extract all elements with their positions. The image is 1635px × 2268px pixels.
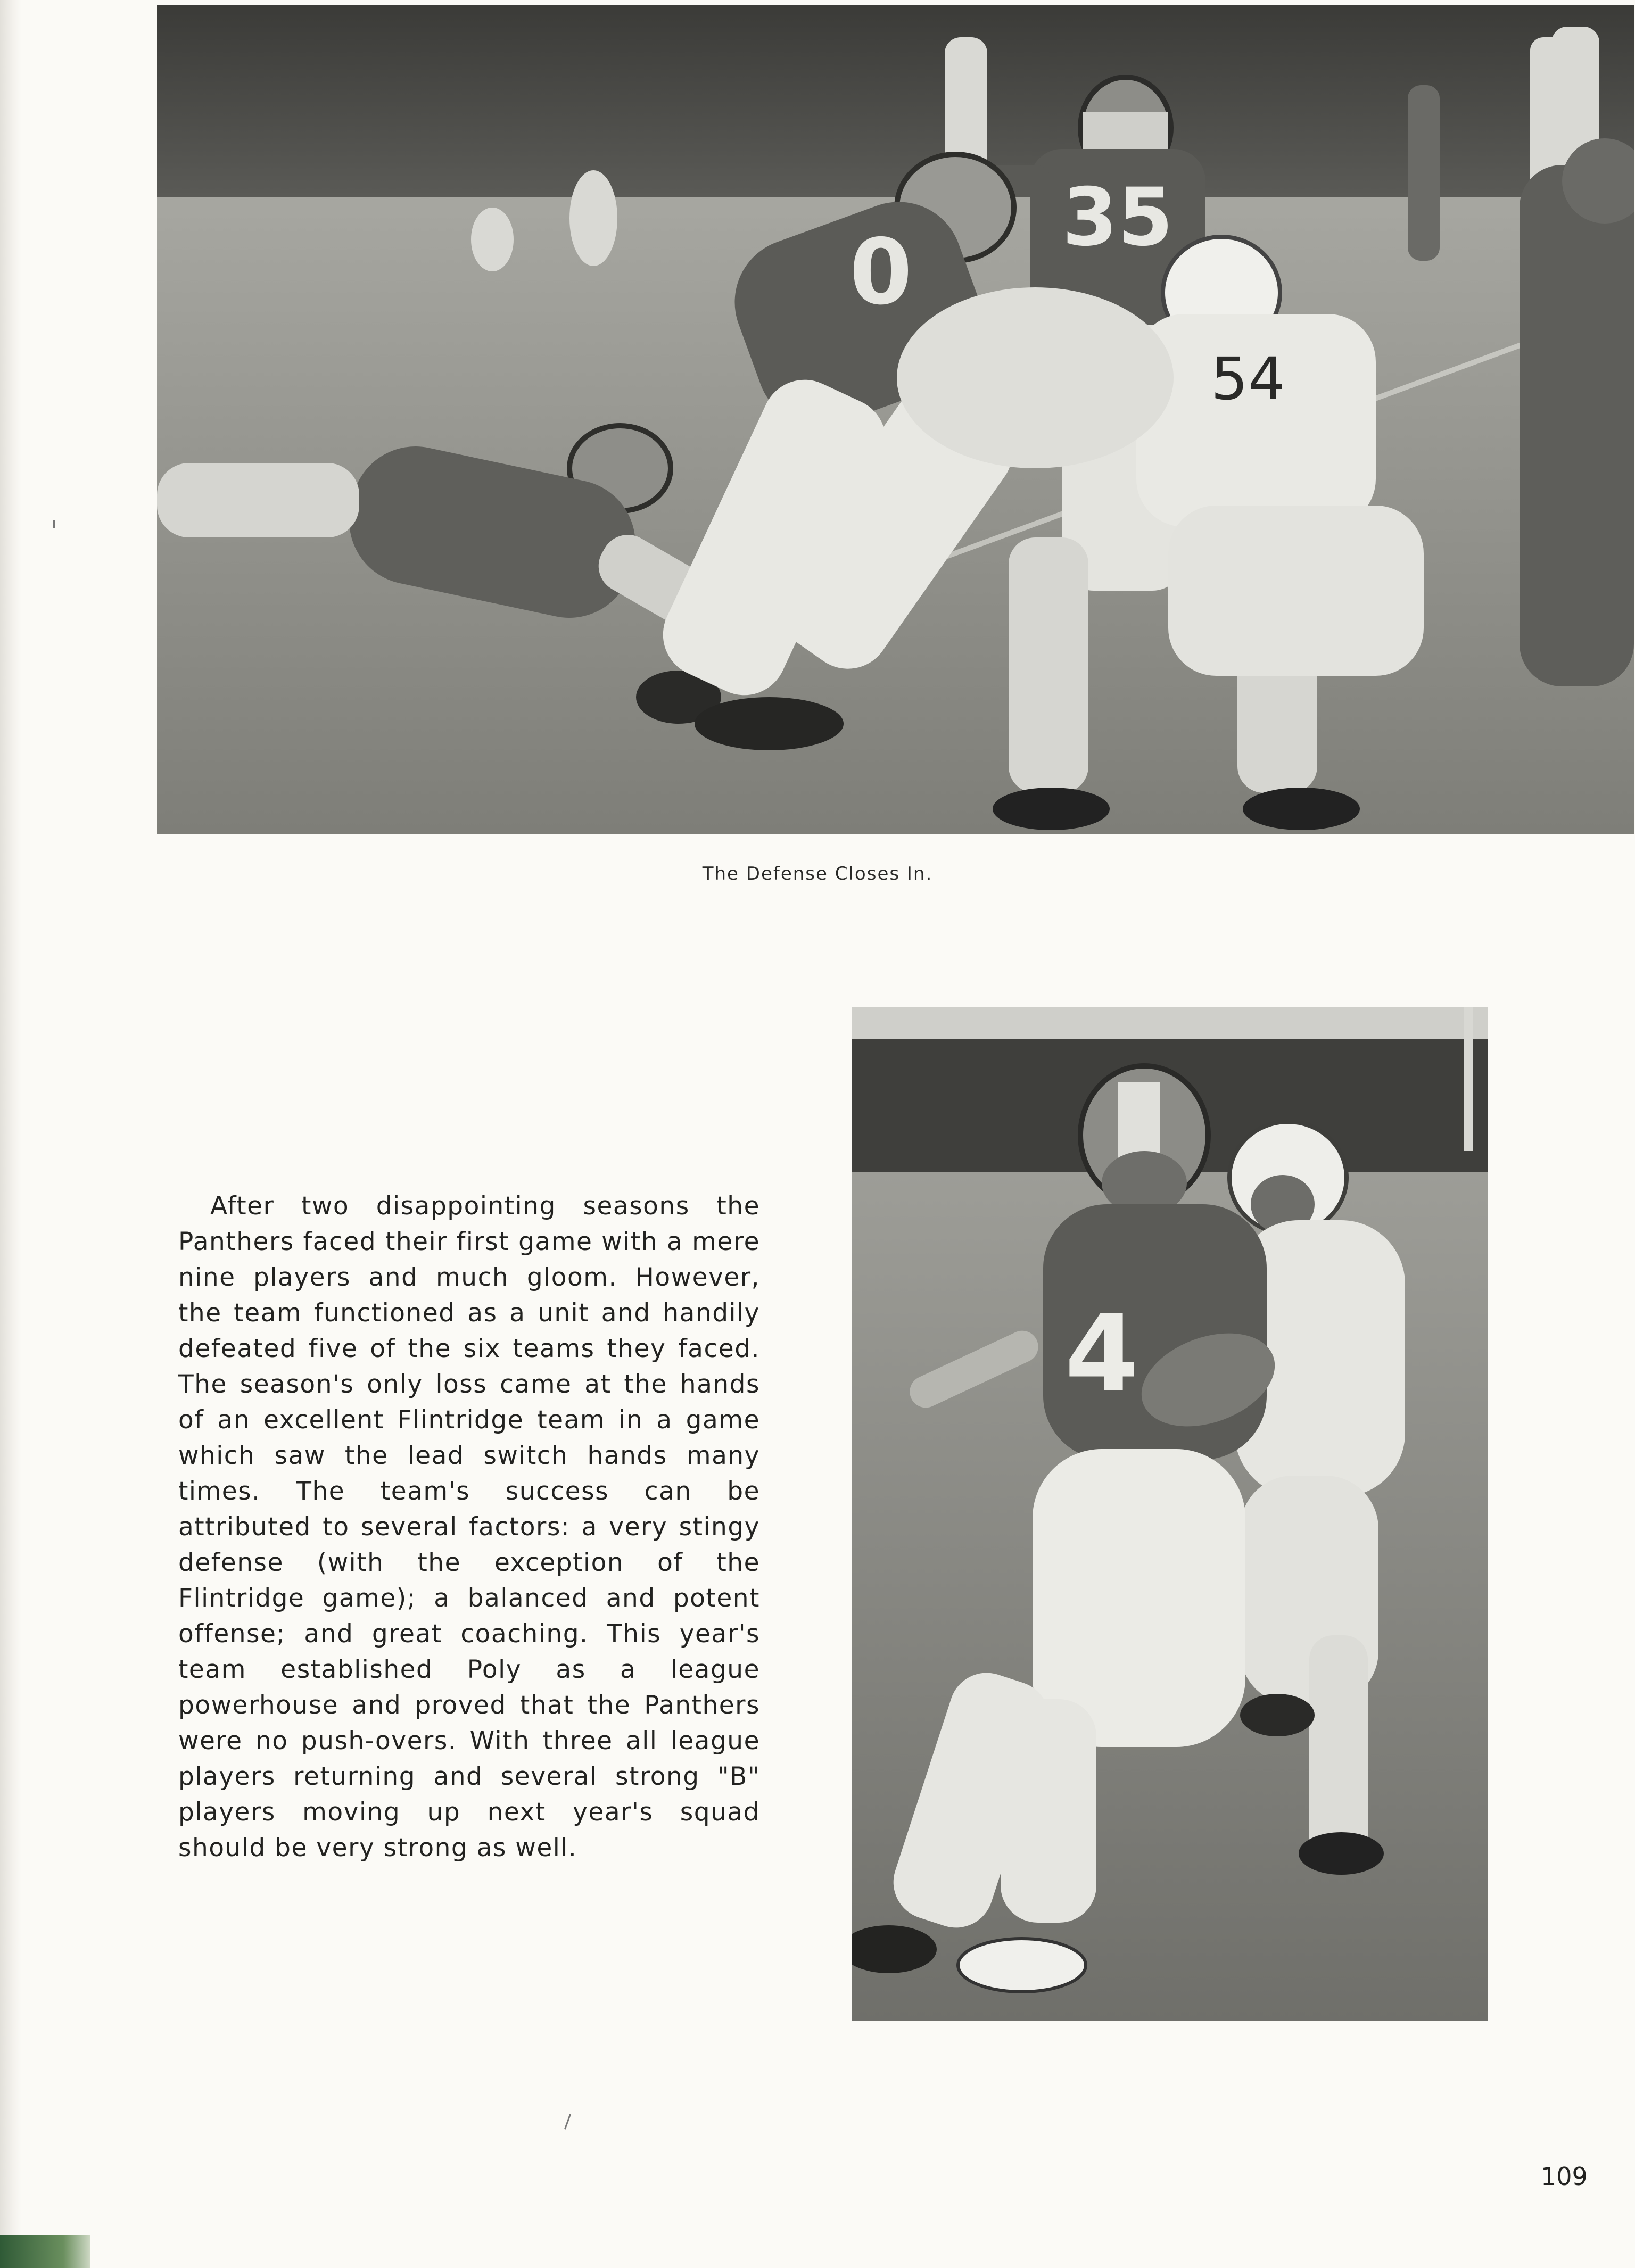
photo-bottom-image [852, 1007, 1488, 2021]
photo-caption: The Defense Closes In. [702, 863, 933, 884]
print-speck [564, 2114, 571, 2129]
article-body: After two disappointing seasons the Panthers faced their first game with a mere nine players and much gloom. However, the team functioned as a unit and handily defeated five of the six teams they faced. The season's only loss came at the hands of an excellent Flintridge team in a game which saw the lead switch hands many times. The team's success can be attributed to several factors: a very stingy defense (with the exception of the Flintridge game); a balanced and potent offense; and great coaching. This year's team established Poly as a league powerhouse and proved that the Panthers were no push-overs. With three all league players returning and several strong "B" players moving up next year's squad should be very strong as well. [178, 1191, 760, 1863]
jersey-number-4: 4 [1064, 1292, 1139, 1416]
jersey-number-35: 35 [1062, 171, 1174, 264]
binding-mark [0, 2235, 90, 2268]
page-number: 109 [1541, 2162, 1588, 2191]
jersey-number-54: 54 [1211, 345, 1285, 413]
print-speck [53, 520, 55, 528]
football-photo-defense [157, 5, 1634, 834]
football-photo-ball-carrier [852, 1007, 1488, 2021]
photo-top-image [157, 5, 1634, 834]
page-edge [0, 0, 21, 2268]
jersey-number-0: 0 [849, 220, 913, 325]
